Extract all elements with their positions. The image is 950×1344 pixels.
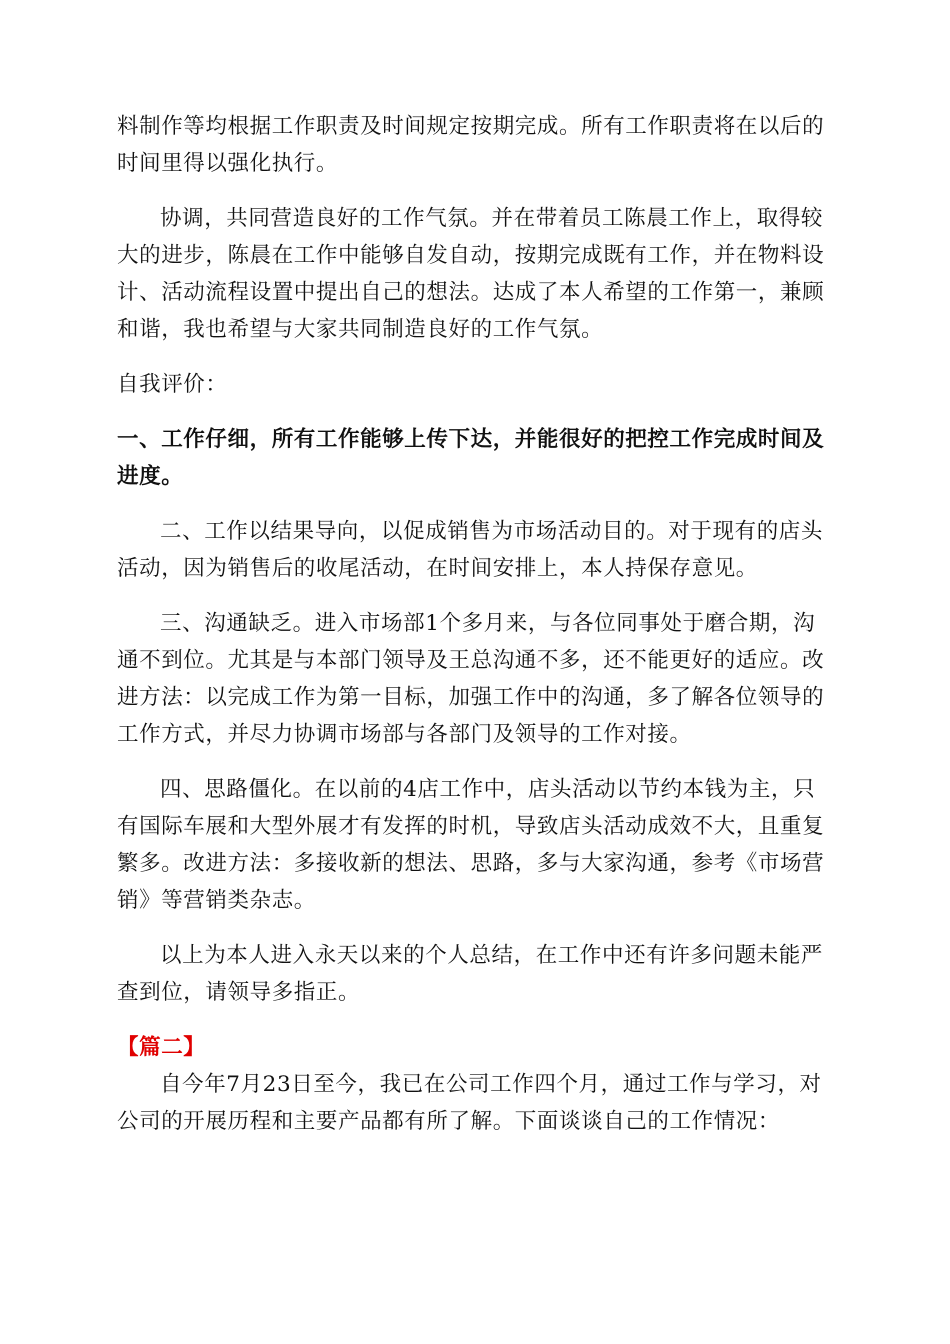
- section-title: 【篇二】: [117, 1035, 206, 1060]
- evaluation-item-4: 四、思路僵化。在以前的4店工作中，店头活动以节约本钱为主，只有国际车展和大型外展才有发挥的时机，导致店头活动成效不大，且重复繁多。改进方法：多接收新的想法、思路，多与大家沟通，参考《市场营销》等营销类杂志。: [117, 777, 825, 913]
- paragraph-part-two-intro: 自今年7月23日至今，我已在公司工作四个月，通过工作与学习，对公司的开展历程和主要产品都有所了解。下面谈谈自己的工作情况：: [117, 1072, 822, 1134]
- paragraph-coordination: 协调，共同营造良好的工作气氛。并在带着员工陈晨工作上，取得较大的进步，陈晨在工作中能够自发自动，按期完成既有工作，并在物料设计、活动流程设置中提出自己的想法。达成了本人希望的工作第一，兼顾和谐，我也希望与大家共同制造良好的工作气氛。: [117, 206, 825, 342]
- evaluation-item-2: 二、工作以结果导向，以促成销售为市场活动目的。对于现有的店头活动，因为销售后的收尾活动，在时间安排上，本人持保存意见。: [117, 519, 824, 581]
- self-evaluation-heading: 自我评价：: [117, 372, 228, 397]
- evaluation-item-1: 一、工作仔细，所有工作能够上传下达，并能很好的把控工作完成时间及进度。: [117, 427, 825, 489]
- paragraph-continuation: 料制作等均根据工作职责及时间规定按期完成。所有工作职责将在以后的时间里得以强化执行。: [117, 114, 825, 176]
- evaluation-item-3: 三、沟通缺乏。进入市场部1个多月来，与各位同事处于磨合期，沟通不到位。尤其是与本部门领导及王总沟通不多，还不能更好的适应。改进方法：以完成工作为第一目标，加强工作中的沟通，多了解各位领导的工作方式，并尽力协调市场部与各部门及领导的工作对接。: [117, 611, 825, 747]
- summary-paragraph: 以上为本人进入永天以来的个人总结，在工作中还有许多问题未能严查到位，请领导多指正。: [117, 943, 824, 1005]
- document-body: [117, 108, 833, 1140]
